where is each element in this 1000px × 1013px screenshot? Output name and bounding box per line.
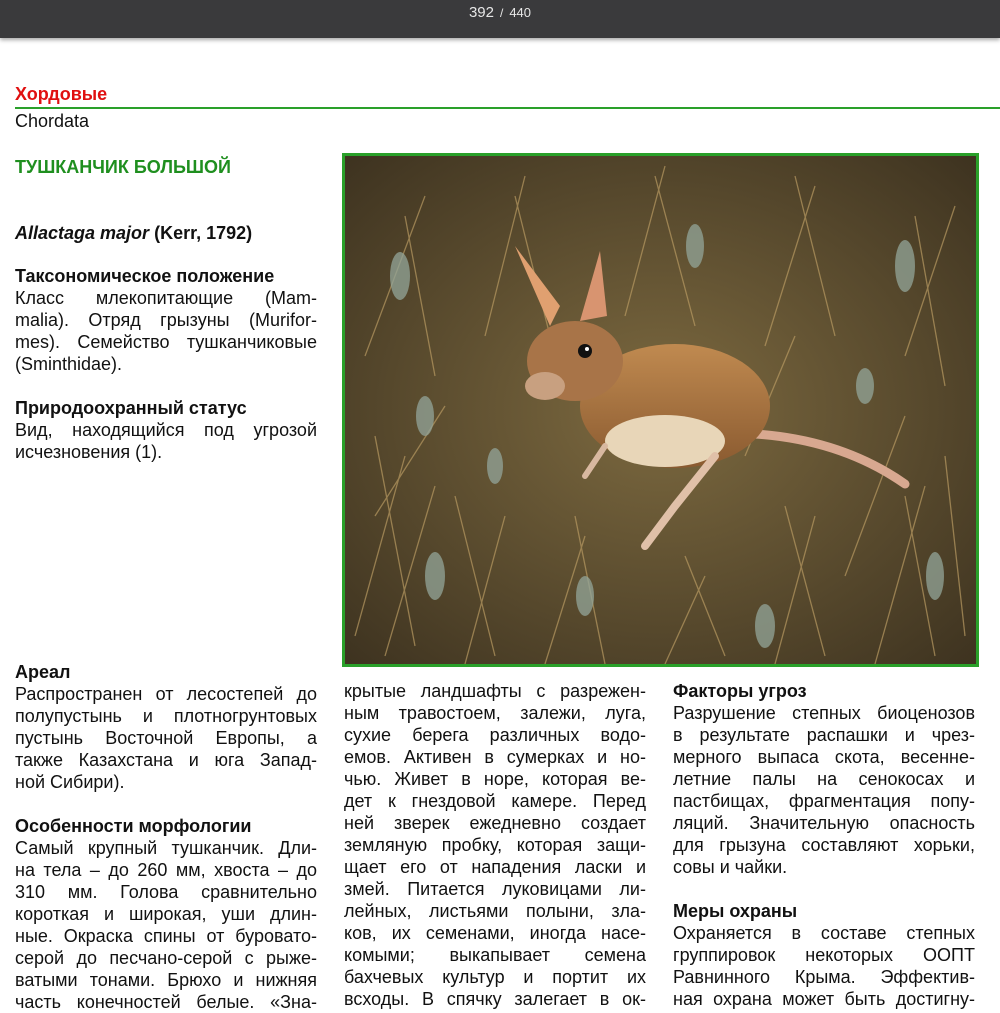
text-line: полупустынь и плотногрунтовых <box>15 706 317 726</box>
text-line: ной Сибири). <box>15 772 125 792</box>
text-line: Вид, находящийся под угрозой <box>15 420 317 440</box>
text-line: Распространен от лесостепей до <box>15 684 317 704</box>
section-divider <box>15 107 1000 109</box>
threats-heading: Факторы угроз <box>673 681 807 701</box>
text-line: серой до песчано-серой с рыже- <box>15 948 317 968</box>
text-line: ным травостоем, залежи, луга, <box>344 703 646 723</box>
text-line: мерного выпаса скота, весенне- <box>673 747 975 767</box>
text-line: чью. Живет в норе, которая ве- <box>344 769 646 789</box>
text-line: также Казахстана и юга Запад- <box>15 750 317 770</box>
text-line: крытые ландшафты с разрежен- <box>344 681 646 701</box>
text-line: исчезновения (1). <box>15 442 163 462</box>
text-line: в результате распашки и чрез- <box>673 725 975 745</box>
text-line: Класс млекопитающие (Mam- <box>15 288 317 308</box>
text-line: ная охрана может быть достигну- <box>673 989 975 1009</box>
jerboa-illustration <box>345 156 976 664</box>
range-morphology-column <box>15 661 317 1013</box>
text-line: дет к гнездовой камере. Перед <box>344 791 646 811</box>
text-line: сухие берега различных водо- <box>344 725 646 745</box>
text-line: щает его от нападения ласки и <box>344 857 646 877</box>
text-line: группировок некоторых ООПТ <box>673 945 975 965</box>
text-line: короткая и широкая, уши длин- <box>15 904 317 924</box>
text-line: 310 мм. Голова сравнительно <box>15 882 317 902</box>
text-line: всходы. В спячку залегает в ок- <box>344 989 646 1009</box>
text-line: Самый крупный тушканчик. Дли- <box>15 838 317 858</box>
protection-heading: Меры охраны <box>673 901 798 921</box>
text-line: Разрушение степных биоценозов <box>673 703 975 723</box>
ecology-column <box>344 680 646 1010</box>
taxonomy-heading: Таксономическое положение <box>15 266 275 286</box>
section-title: Хордовые <box>15 84 108 104</box>
text-line: malia). Отряд грызуны (Murifor- <box>15 310 317 330</box>
text-line: пастбищах, фрагментация попу- <box>673 791 975 811</box>
text-line: летние палы на сенокосах и <box>673 769 975 789</box>
text-line: совы и чайки. <box>673 857 788 877</box>
text-line: пустынь Восточной Европы, а <box>15 728 317 748</box>
text-line: ней зверек ежедневно создает <box>344 813 646 833</box>
text-line: змей. Питается луковицами ли- <box>344 879 646 899</box>
range-heading: Ареал <box>15 662 71 682</box>
threats-protection-column <box>673 680 975 1010</box>
text-line: mes). Семейство тушканчиковые <box>15 332 317 352</box>
text-line: лейных, листьями полыни, зла- <box>344 901 646 921</box>
text-line: Равнинного Крыма. Эффектив- <box>673 967 975 987</box>
species-latin-name <box>15 223 252 244</box>
morphology-heading: Особенности морфологии <box>15 816 252 836</box>
text-line: ков, их семенами, иногда насе- <box>344 923 646 943</box>
species-title: ТУШКАНЧИК БОЛЬШОЙ <box>15 157 231 177</box>
section-subtitle: Chordata <box>15 111 90 131</box>
text-line: земляную пробку, которая защи- <box>344 835 646 855</box>
page-indicator[interactable] <box>0 4 1000 21</box>
current-page-number[interactable]: 392 <box>468 4 494 21</box>
species-author: (Kerr, 1792) <box>154 223 253 243</box>
text-line: на тела – до 260 мм, хвоста – до <box>15 860 317 880</box>
total-pages: 440 <box>509 5 532 20</box>
text-line: ватыми тонами. Брюхо и нижняя <box>15 970 317 990</box>
latin-binomial: Allactaga major <box>15 223 150 243</box>
viewer-toolbar <box>0 0 1000 38</box>
text-line: бахчевых культур и портит их <box>344 967 646 987</box>
text-line: ные. Окраска спины от буровато- <box>15 926 317 946</box>
status-heading: Природоохранный статус <box>15 398 247 418</box>
text-line: емов. Активен в сумерках и но- <box>344 747 646 767</box>
taxonomy-block <box>15 265 317 463</box>
text-line: (Sminthidae). <box>15 354 123 374</box>
text-line: Охраняется в составе степных <box>673 923 975 943</box>
text-line: ляций. Значительную опасность <box>673 813 975 833</box>
jerboa-photo <box>342 153 979 667</box>
page-separator: / <box>499 6 504 20</box>
text-line: для грызуна составляют хорьки, <box>673 835 975 855</box>
text-line: комыми; выкапывает семена <box>344 945 646 965</box>
text-line: часть конечностей белые. «Зна- <box>15 992 317 1012</box>
